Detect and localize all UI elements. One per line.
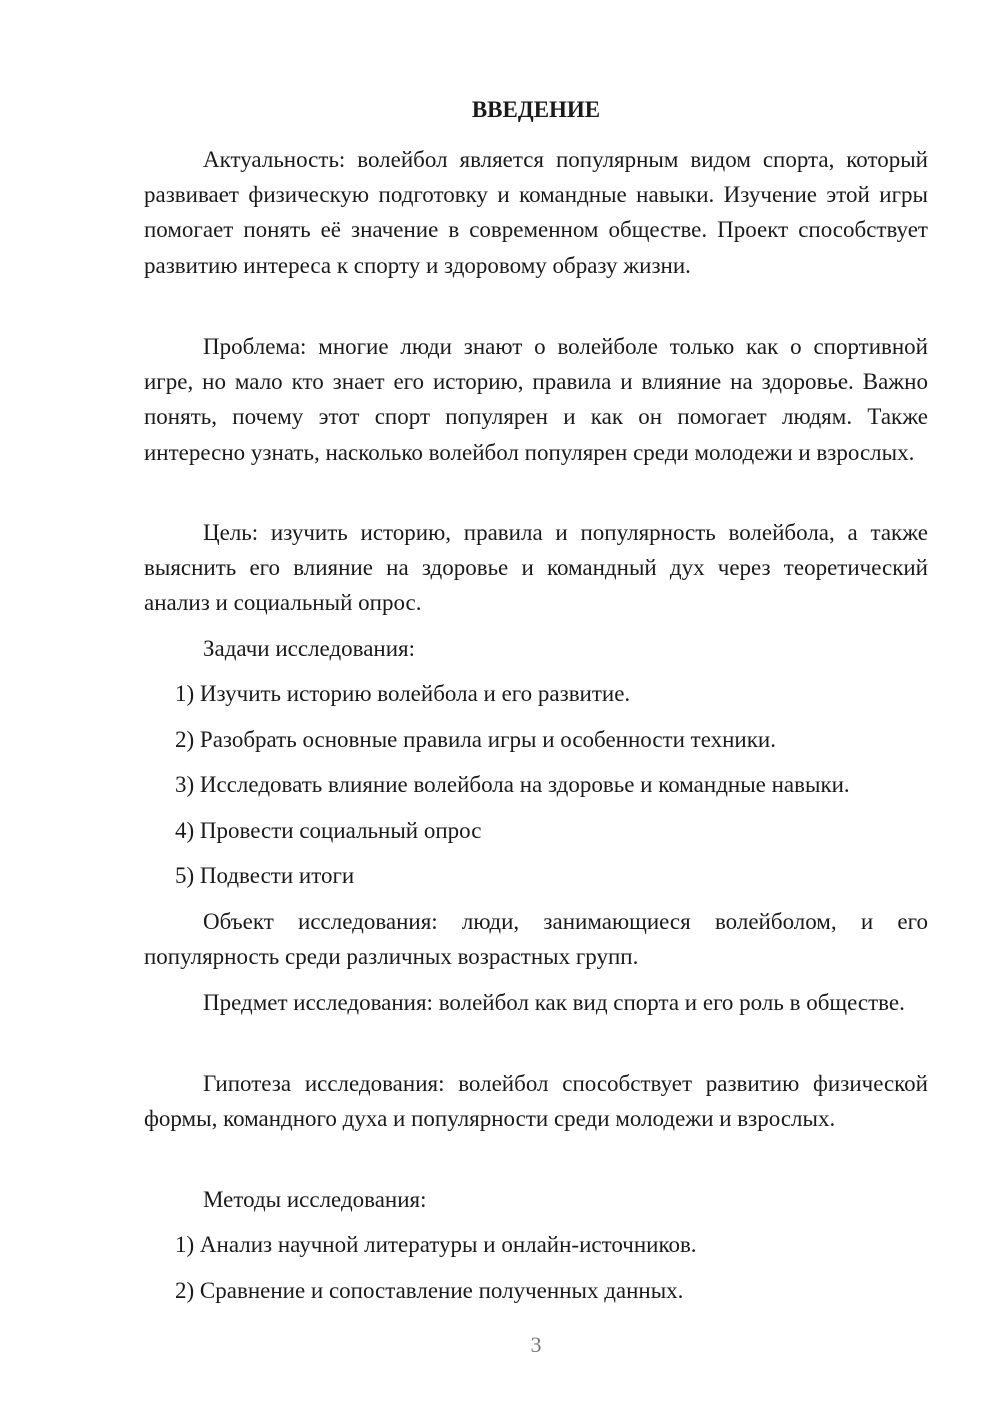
paragraph-problem: Проблема: многие люди знают о волейболе только как о спортивной игре, но мало кто знает его историю, правила и влияние на здоровье. Важно понять, почему этот спорт популярен и как он помогает людям. Также интересно узнать, насколько волейбол популярен среди молодежи и взрослых. bbox=[144, 334, 928, 465]
task-item-3: 3) Исследовать влияние волейбола на здоровье и командные навыки. bbox=[175, 772, 850, 797]
page-number: 3 bbox=[530, 1332, 542, 1357]
section-title: ВВЕДЕНИЕ bbox=[471, 97, 601, 122]
paragraph-subject: Предмет исследования: волейбол как вид спорта и его роль в обществе. bbox=[203, 990, 905, 1015]
task-item-5: 5) Подвести итоги bbox=[175, 863, 355, 888]
task-item-1: 1) Изучить историю волейбола и его развитие. bbox=[175, 681, 631, 706]
paragraph-relevance: Актуальность: волейбол является популярным видом спорта, который развивает физическую подготовку и командные навыки. Изучение этой игры помогает понять её значение в современном обществе. Проект способствует развитию интереса к спорту и здоровому образу жизни. bbox=[144, 147, 928, 278]
method-item-2: 2) Сравнение и сопоставление полученных данных. bbox=[175, 1278, 684, 1303]
task-item-4: 4) Провести социальный опрос bbox=[175, 818, 482, 843]
paragraph-hypothesis: Гипотеза исследования: волейбол способствует развитию физической формы, командного духа и популярности среди молодежи и взрослых. bbox=[144, 1071, 928, 1132]
task-item-2: 2) Разобрать основные правила игры и особенности техники. bbox=[175, 727, 776, 752]
paragraph-object: Объект исследования: люди, занимающиеся волейболом, и его популярность среди различных возрастных групп. bbox=[144, 909, 928, 970]
tasks-heading: Задачи исследования: bbox=[203, 636, 416, 661]
paragraph-goal: Цель: изучить историю, правила и популярность волейбола, а также выяснить его влияние на здоровье и командный дух через теоретический анализ и социальный опрос. bbox=[144, 520, 928, 616]
methods-heading: Методы исследования: bbox=[203, 1187, 427, 1212]
method-item-1: 1) Анализ научной литературы и онлайн-источников. bbox=[175, 1232, 697, 1257]
